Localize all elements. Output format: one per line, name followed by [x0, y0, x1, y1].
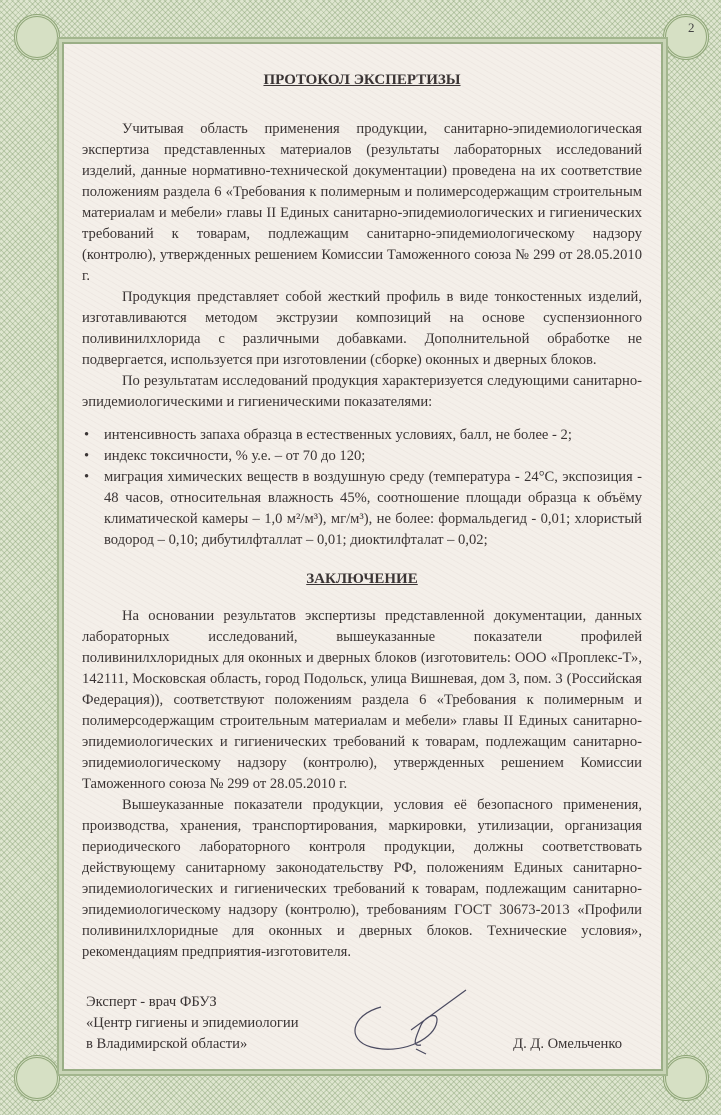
handwritten-signature: [341, 985, 471, 1055]
bullet-icon: •: [84, 427, 90, 443]
bullet-icon: •: [84, 469, 90, 485]
paragraph-conclusion: На основании результатов экспертизы представленной документации, данных лабораторных исследований, вышеуказанные показатели профилей поливинилхлоридных для оконных и дверных блоков (изготовитель: ООО «Проплекс-Т», 142111, Московская область, город Подольск, улица Вишневая, дом 3, пом. 3 (Российская Федерация)), соответствуют положениям раздела 6 «Требования к полимерным и полимерсодержащим строительным материалам и мебели» главы II Единых санитарно-эпидемиологических и гигиенических требований к товарам, подлежащим санитарно-эпидемиологическому надзору (контролю), утвержденных решением Комиссии Таможенного союза № 299 от 28.05.2010 г.: [82, 608, 642, 792]
expert-name: Д. Д. Омельченко: [513, 1036, 622, 1052]
indicator-text: индекс токсичности, % у.е. – от 70 до 120;: [104, 448, 366, 464]
indicator-list: [82, 425, 642, 551]
indicator-text: интенсивность запаха образца в естественных условиях, балл, не более - 2;: [104, 427, 572, 443]
document-title: ПРОТОКОЛ ЭКСПЕРТИЗЫ: [263, 72, 461, 88]
bullet-icon: •: [84, 448, 90, 464]
corner-ornament: [663, 14, 709, 60]
position-line: в Владимирской области»: [86, 1036, 248, 1052]
position-line: «Центр гигиены и эпидемиологии: [86, 1015, 299, 1031]
list-item: [82, 425, 642, 446]
expert-position: [86, 992, 299, 1055]
list-item: [82, 446, 642, 467]
position-line: Эксперт - врач ФБУЗ: [86, 994, 217, 1010]
paragraph-results: По результатам исследований продукция характеризуется следующими санитарно-эпидемиологическими и гигиеническими показателями:: [82, 373, 642, 410]
corner-ornament: [663, 1055, 709, 1101]
paragraph-product: Продукция представляет собой жесткий профиль в виде тонкостенных изделий, изготавливаются методом экструзии композиций на основе суспензионного поливинилхлорида с различными добавками. Дополнительной обработке не подвергается, используется при изготовлении (сборке) оконных и дверных блоков.: [82, 289, 642, 368]
list-item: [82, 467, 642, 551]
conclusion-heading: ЗАКЛЮЧЕНИЕ: [306, 571, 418, 587]
page-number: 2: [688, 20, 695, 35]
corner-ornament: [14, 1055, 60, 1101]
indicator-text: миграция химических веществ в воздушную среду (температура - 24°С, экспозиция - 48 часов, относительная влажность 45%, соотношение площади образца к объёму климатической камеры – 1,0 м²/м³), мг/м³), не более: формальдегид - 0,01; хлористый водород – 0,10; дибутилфталлат – 0,01; диоктилфталат – 0,02;: [104, 469, 642, 548]
signature-block: [82, 985, 642, 1055]
paragraph-requirements: Вышеуказанные показатели продукции, условия её безопасного применения, производства, хранения, транспортирования, маркировки, утилизации, организация периодического лабораторного контроля продукции, должны соответствовать действующему санитарному законодательству РФ, положениям Единых санитарно-эпидемиологических и гигиенических требований к товарам, подлежащим санитарно-эпидемиологическому надзору (контролю), требованиям ГОСТ 30673-2013 «Профили поливинилхлоридные для оконных и дверных блоков. Технические условия», рекомендациям предприятия-изготовителя.: [82, 797, 642, 960]
document-content: [82, 0, 642, 1115]
corner-ornament: [14, 14, 60, 60]
paragraph-intro: Учитывая область применения продукции, санитарно-эпидемиологическая экспертиза представленных материалов (результаты лабораторных исследований изделий, данные нормативно-технической документации) проведена на их соответствие положениям раздела 6 «Требования к полимерным и полимерсодержащим строительным материалам и мебели» главы II Единых санитарно-эпидемиологических и гигиенических требований к товарам, подлежащим санитарно-эпидемиологическому надзору (контролю), утвержденных решением Комиссии Таможенного союза № 299 от 28.05.2010 г.: [82, 121, 642, 284]
